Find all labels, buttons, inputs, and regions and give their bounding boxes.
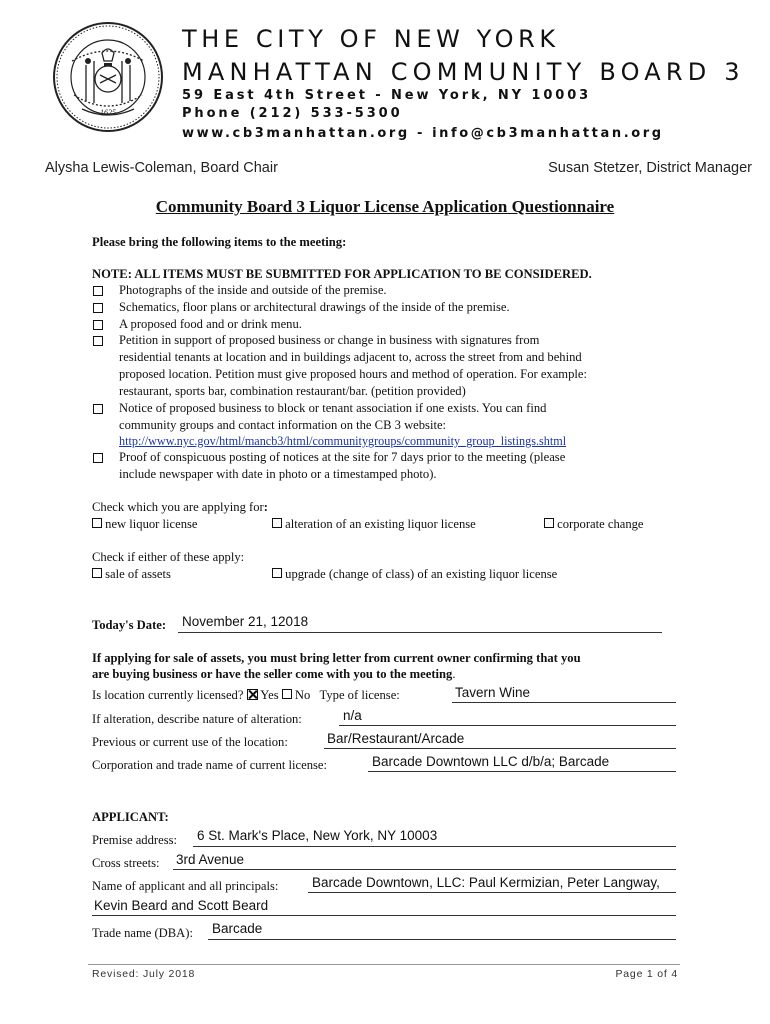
dba-label: Trade name (DBA):: [92, 926, 193, 940]
checkbox-upgrade[interactable]: [272, 568, 282, 578]
corporation-label: Corporation and trade name of current license:: [92, 758, 327, 772]
alteration-field[interactable]: n/a: [343, 708, 362, 723]
checkbox-notice[interactable]: [93, 404, 103, 414]
previous-use-field[interactable]: Bar/Restaurant/Arcade: [327, 731, 465, 746]
board-web-email: www.cb3manhattan.org - info@cb3manhattan.org: [182, 126, 664, 141]
option-corporate-change[interactable]: corporate change: [544, 517, 644, 532]
applicant-name-field-line1[interactable]: Barcade Downtown, LLC: Paul Kermizian, Peter Langway,: [312, 875, 660, 890]
premise-label: Premise address:: [92, 833, 177, 847]
premise-field[interactable]: 6 St. Mark's Place, New York, NY 10003: [197, 828, 438, 843]
corporation-field[interactable]: Barcade Downtown LLC d/b/a; Barcade: [372, 754, 610, 769]
license-type-field[interactable]: Tavern Wine: [455, 685, 531, 700]
applicant-name-underline-2: [92, 915, 676, 916]
seal-year: 1625: [100, 108, 116, 117]
applicant-name-underline-1: [308, 892, 676, 893]
city-name-heading: THE CITY OF NEW YORK: [182, 25, 560, 53]
dba-field[interactable]: Barcade: [212, 921, 263, 936]
item-menu: A proposed food and or drink menu.: [119, 317, 302, 331]
cross-streets-label: Cross streets:: [92, 856, 160, 870]
checkbox-petition[interactable]: [93, 336, 103, 346]
either-prompt: Check if either of these apply:: [92, 550, 245, 564]
district-manager: Susan Stetzer, District Manager: [548, 160, 752, 176]
item-photographs: Photographs of the inside and outside of the premise.: [119, 283, 387, 297]
intro-text: Please bring the following items to the meeting:: [92, 235, 347, 249]
community-groups-link[interactable]: http://www.nyc.gov/html/mancb3/html/communitygroups/community_group_listings.shtml: [119, 434, 567, 448]
note-text: NOTE: ALL ITEMS MUST BE SUBMITTED FOR APPLICATION TO BE CONSIDERED.: [92, 267, 592, 281]
licensed-label: Is location currently licensed?: [92, 688, 244, 702]
corporation-underline: [368, 771, 676, 772]
checkbox-menu[interactable]: [93, 320, 103, 330]
item-schematics: Schematics, floor plans or architectural drawings of the inside of the premise.: [119, 300, 510, 314]
option-upgrade[interactable]: upgrade (change of class) of an existing liquor license: [272, 567, 557, 582]
option-sale-assets[interactable]: sale of assets: [92, 567, 171, 582]
license-type-underline: [452, 702, 676, 703]
checkbox-schematics[interactable]: [93, 303, 103, 313]
item-notice-line2: community groups and contact information on the CB 3 website:: [119, 418, 447, 432]
licensed-row: Is location currently licensed? Yes No Type of license:: [92, 688, 400, 702]
checkbox-licensed-yes[interactable]: [247, 689, 258, 700]
item-petition-line3: proposed location. Petition must give proposed hours and method of operation. For example:: [119, 367, 587, 381]
page-title: Community Board 3 Liquor License Application Questionnaire: [155, 197, 615, 216]
checkbox-proof-posting[interactable]: [93, 453, 103, 463]
alteration-label: If alteration, describe nature of alteration:: [92, 712, 302, 726]
checkbox-alteration[interactable]: [272, 518, 282, 528]
footer-page-number: Page 1 of 4: [615, 968, 678, 980]
checkbox-new-license[interactable]: [92, 518, 102, 528]
item-proof-line1: Proof of conspicuous posting of notices at the site for 7 days prior to the meeting (please: [119, 450, 566, 464]
cross-streets-underline: [173, 869, 676, 870]
previous-use-label: Previous or current use of the location:: [92, 735, 288, 749]
item-proof-line2: include newspaper with date in photo or a timestamped photo).: [119, 467, 437, 481]
date-underline: [178, 632, 662, 633]
sale-note-line2: are buying business or have the seller come with you to the meeting.: [92, 667, 456, 681]
previous-use-underline: [324, 748, 676, 749]
item-notice-line1: Notice of proposed business to block or tenant association if one exists. You can find: [119, 401, 547, 415]
checkbox-photographs[interactable]: [93, 286, 103, 296]
board-chair: Alysha Lewis-Coleman, Board Chair: [45, 160, 278, 176]
option-alteration[interactable]: alteration of an existing liquor license: [272, 517, 476, 532]
date-label: Today's Date:: [92, 618, 167, 632]
applicant-name-field-line2[interactable]: Kevin Beard and Scott Beard: [94, 898, 269, 913]
board-phone: Phone (212) 533-5300: [182, 106, 403, 121]
apply-for-prompt: Check which you are applying for:: [92, 500, 268, 514]
footer-revised: Revised: July 2018: [92, 968, 196, 980]
checkbox-sale-assets[interactable]: [92, 568, 102, 578]
city-seal-logo: [52, 21, 164, 133]
premise-underline: [193, 846, 676, 847]
cross-streets-field[interactable]: 3rd Avenue: [176, 852, 245, 867]
date-field[interactable]: November 21, 12018: [182, 614, 309, 629]
dba-underline: [208, 939, 676, 940]
footer-divider: [88, 964, 680, 965]
board-name-heading: MANHATTAN COMMUNITY BOARD 3: [182, 58, 745, 86]
item-petition-line2: residential tenants at location and in buildings adjacent to, across the street from and behind: [119, 350, 582, 364]
alteration-underline: [339, 725, 676, 726]
item-petition-line1: Petition in support of proposed business or change in business with signatures from: [119, 333, 540, 347]
sale-note-line1: If applying for sale of assets, you must bring letter from current owner confirming that you: [92, 651, 581, 665]
board-address: 59 East 4th Street - New York, NY 10003: [182, 88, 592, 103]
checkbox-licensed-no[interactable]: [282, 689, 292, 699]
applicant-heading: APPLICANT:: [92, 810, 169, 824]
option-new-license[interactable]: new liquor license: [92, 517, 197, 532]
license-type-label: Type of license:: [319, 688, 400, 702]
checkbox-corporate-change[interactable]: [544, 518, 554, 528]
item-petition-line4: restaurant, sports bar, combination restaurant/bar. (petition provided): [119, 384, 466, 398]
applicant-name-label: Name of applicant and all principals:: [92, 879, 279, 893]
